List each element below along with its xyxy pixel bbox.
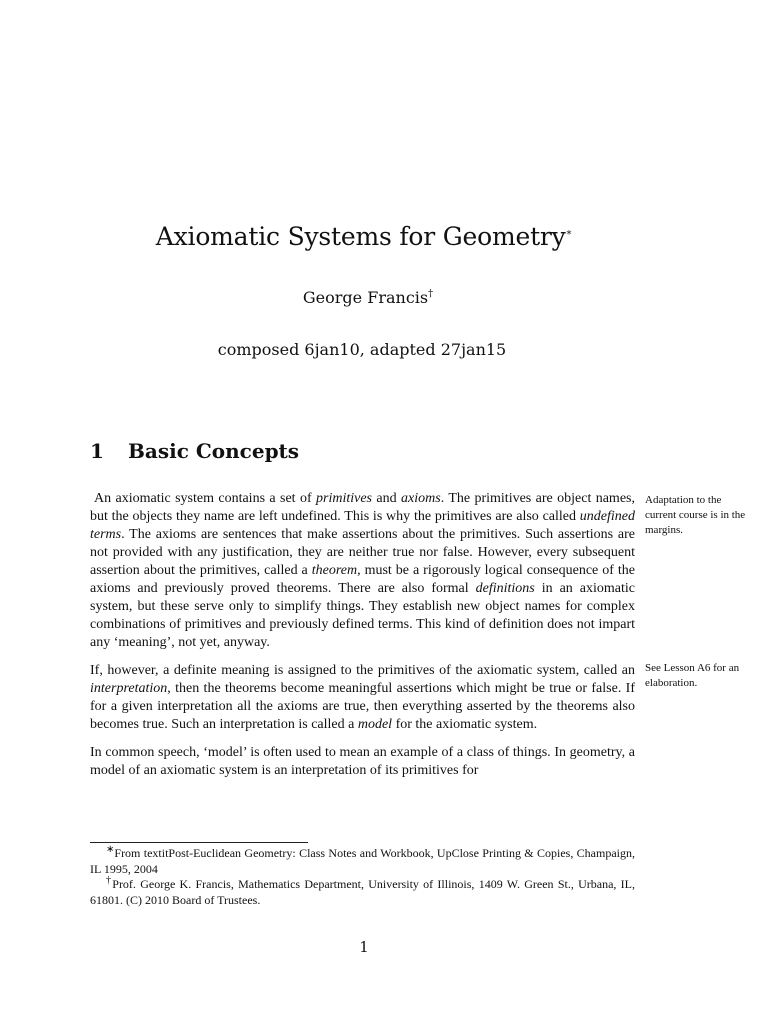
text-run: , then the theorems become meaningful assertions which might be true or false. If for a given interpretation all the axioms are true, then everything asserted by the theorems also becomes true. Such an interpretation is called a bbox=[90, 681, 635, 732]
emphasis: axioms bbox=[401, 491, 441, 506]
footnote-text: Prof. George K. Francis, Mathematics Department, University of Illinois, 1409 W. Green St., Urbana, IL, 61801. (C) 2010 Board of Trustees. bbox=[90, 877, 635, 907]
section-heading bbox=[90, 439, 299, 463]
paragraph-3 bbox=[90, 744, 635, 780]
footnote-mark: † bbox=[106, 875, 113, 886]
text-run: , must be a rigorously logical consequence of the axioms and previously proved theorems. There are also formal bbox=[90, 563, 635, 596]
emphasis: theorem bbox=[311, 563, 358, 578]
footnote-rule bbox=[90, 842, 308, 843]
page-number: 1 bbox=[359, 938, 369, 956]
footnote-1 bbox=[90, 846, 635, 877]
emphasis: primitives bbox=[316, 491, 373, 506]
emphasis: definitions bbox=[475, 581, 535, 596]
emphasis: interpretation bbox=[90, 681, 168, 696]
footnote-text: From textitPost-Euclidean Geometry: Class Notes and Workbook, UpClose Printing & Copies, Champaign, IL 1995, 2004 bbox=[90, 846, 635, 876]
text-run: If, however, a definite meaning is assigned to the primitives of the axiomatic system, called an bbox=[90, 663, 635, 678]
section-number: 1 bbox=[90, 439, 104, 463]
text-run: in an axiomatic system, but these serve only to simplify things. They establish new object names for complex combinations of primitives and previously defined terms. This kind of definition does not impart any ‘meaning’, not yet, anyway. bbox=[90, 581, 635, 650]
section-title: Basic Concepts bbox=[128, 439, 300, 463]
body-text bbox=[90, 490, 635, 790]
paragraph-1 bbox=[90, 490, 635, 652]
margin-note-2: See Lesson A6 for an elaboration. bbox=[645, 662, 740, 689]
text-run: In common speech, ‘model’ is often used to mean an example of a class of things. In geometry, a model of an axiomatic system is an interpretation of its primitives for bbox=[90, 745, 635, 778]
author-name: George Francis bbox=[302, 288, 429, 307]
text-run: An axiomatic system contains a set of bbox=[94, 491, 317, 506]
author-footnote-mark: † bbox=[428, 288, 434, 300]
emphasis: undefined terms bbox=[90, 509, 635, 542]
footnote-mark: ∗ bbox=[106, 844, 115, 855]
text-run: for the axiomatic system. bbox=[392, 717, 538, 732]
footnotes bbox=[90, 846, 635, 908]
text-run: . The axioms are sentences that make assertions about the primitives. Such assertions are not provided with any justification, they are neither true nor false. However, every subsequent assertion about the primitives, called a bbox=[90, 527, 635, 578]
margin-note-1: Adaptation to the current course is in the margins. bbox=[645, 494, 746, 536]
date-line: composed 6jan10, adapted 27jan15 bbox=[217, 340, 507, 359]
paper-title bbox=[0, 222, 728, 251]
paragraph-2 bbox=[90, 662, 635, 734]
title-text: Axiomatic Systems for Geometry bbox=[155, 222, 566, 251]
emphasis: model bbox=[357, 717, 393, 732]
title-footnote-mark: ∗ bbox=[565, 227, 573, 239]
text-run: . The primitives are object names, but the objects they name are left undefined. This is why the primitives are also called bbox=[90, 491, 635, 524]
author-line bbox=[0, 288, 736, 307]
footnote-2 bbox=[90, 877, 635, 908]
text-run: and bbox=[372, 491, 402, 506]
